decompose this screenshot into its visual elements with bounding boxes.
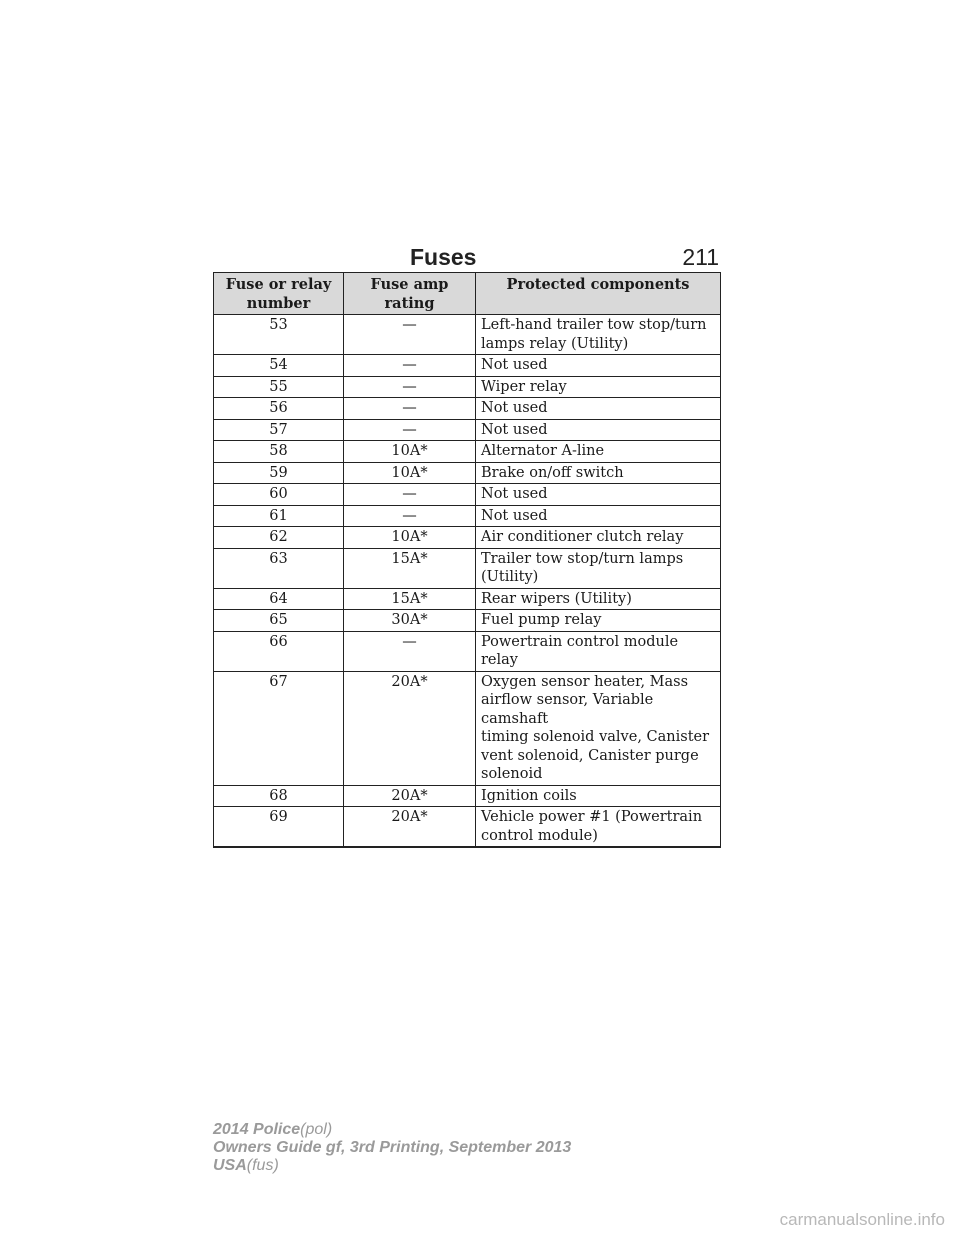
protected-components-cell: Wiper relay (476, 376, 721, 398)
table-row (214, 785, 721, 807)
fuse-number-cell: 58 (214, 441, 344, 463)
fuse-rating-cell: — (344, 355, 476, 377)
fuse-table (213, 272, 721, 848)
fuse-rating-cell: 30A* (344, 610, 476, 632)
fuse-rating-cell: 10A* (344, 462, 476, 484)
fuse-number-cell: 67 (214, 671, 344, 785)
protected-components-cell: Rear wipers (Utility) (476, 588, 721, 610)
protected-components-cell: Trailer tow stop/turn lamps (Utility) (476, 548, 721, 588)
fuse-rating-cell: 10A* (344, 527, 476, 549)
fuse-number-cell: 61 (214, 505, 344, 527)
fuse-rating-cell: — (344, 315, 476, 355)
fuse-number-cell: 53 (214, 315, 344, 355)
table-row (214, 355, 721, 377)
fuse-rating-cell: 15A* (344, 548, 476, 588)
fuse-rating-cell: 20A* (344, 785, 476, 807)
fuse-rating-cell: — (344, 484, 476, 506)
table-row (214, 315, 721, 355)
column-header: Protected components (476, 273, 721, 315)
column-header: Fuse or relay number (214, 273, 344, 315)
fuse-rating-cell: — (344, 376, 476, 398)
protected-components-cell: Air conditioner clutch relay (476, 527, 721, 549)
page-number: 211 (682, 244, 719, 270)
fuse-rating-cell: 10A* (344, 441, 476, 463)
column-header: Fuse amp rating (344, 273, 476, 315)
protected-components-cell: Brake on/off switch (476, 462, 721, 484)
fuse-rating-cell: 15A* (344, 588, 476, 610)
fuse-number-cell: 59 (214, 462, 344, 484)
fuse-number-cell: 65 (214, 610, 344, 632)
protected-components-cell: Not used (476, 505, 721, 527)
fuse-rating-cell: 20A* (344, 807, 476, 848)
footer-line-1: 2014 Police(pol) (213, 1121, 333, 1138)
table-row (214, 807, 721, 848)
protected-components-cell: Vehicle power #1 (Powertrain control module) (476, 807, 721, 848)
protected-components-cell: Alternator A-line (476, 441, 721, 463)
table-row (214, 548, 721, 588)
table-row (214, 671, 721, 785)
site-watermark[interactable]: carmanualsonline.info (779, 1210, 945, 1229)
protected-components-cell: Ignition coils (476, 785, 721, 807)
page-title: Fuses (410, 244, 477, 270)
table-row (214, 419, 721, 441)
fuse-rating-cell: — (344, 631, 476, 671)
table-row (214, 484, 721, 506)
fuse-number-cell: 63 (214, 548, 344, 588)
fuse-number-cell: 68 (214, 785, 344, 807)
fuse-number-cell: 57 (214, 419, 344, 441)
fuse-number-cell: 54 (214, 355, 344, 377)
protected-components-cell: Left-hand trailer tow stop/turn lamps relay (Utility) (476, 315, 721, 355)
table-row (214, 462, 721, 484)
fuse-rating-cell: 20A* (344, 671, 476, 785)
fuse-number-cell: 55 (214, 376, 344, 398)
table-row (214, 610, 721, 632)
footer-line-3: USA(fus) (213, 1157, 279, 1174)
table-header-row (214, 273, 721, 315)
protected-components-cell: Fuel pump relay (476, 610, 721, 632)
table-row (214, 631, 721, 671)
fuse-rating-cell: — (344, 419, 476, 441)
table-row (214, 527, 721, 549)
document-footer (213, 1121, 571, 1175)
table-row (214, 505, 721, 527)
fuse-number-cell: 64 (214, 588, 344, 610)
protected-components-cell: Powertrain control module relay (476, 631, 721, 671)
footer-line-2: Owners Guide gf, 3rd Printing, September 2013 (213, 1139, 572, 1156)
fuse-number-cell: 69 (214, 807, 344, 848)
protected-components-cell: Not used (476, 355, 721, 377)
fuse-number-cell: 62 (214, 527, 344, 549)
table-row (214, 588, 721, 610)
table-row (214, 376, 721, 398)
protected-components-cell: Oxygen sensor heater, Mass airflow sensor, Variable camshaft timing solenoid valve, Canister vent solenoid, Canister purge solenoid (476, 671, 721, 785)
protected-components-cell: Not used (476, 419, 721, 441)
protected-components-cell: Not used (476, 398, 721, 420)
protected-components-cell: Not used (476, 484, 721, 506)
fuse-rating-cell: — (344, 398, 476, 420)
fuse-number-cell: 56 (214, 398, 344, 420)
table-row (214, 398, 721, 420)
fuse-number-cell: 60 (214, 484, 344, 506)
fuse-number-cell: 66 (214, 631, 344, 671)
fuse-rating-cell: — (344, 505, 476, 527)
table-row (214, 441, 721, 463)
